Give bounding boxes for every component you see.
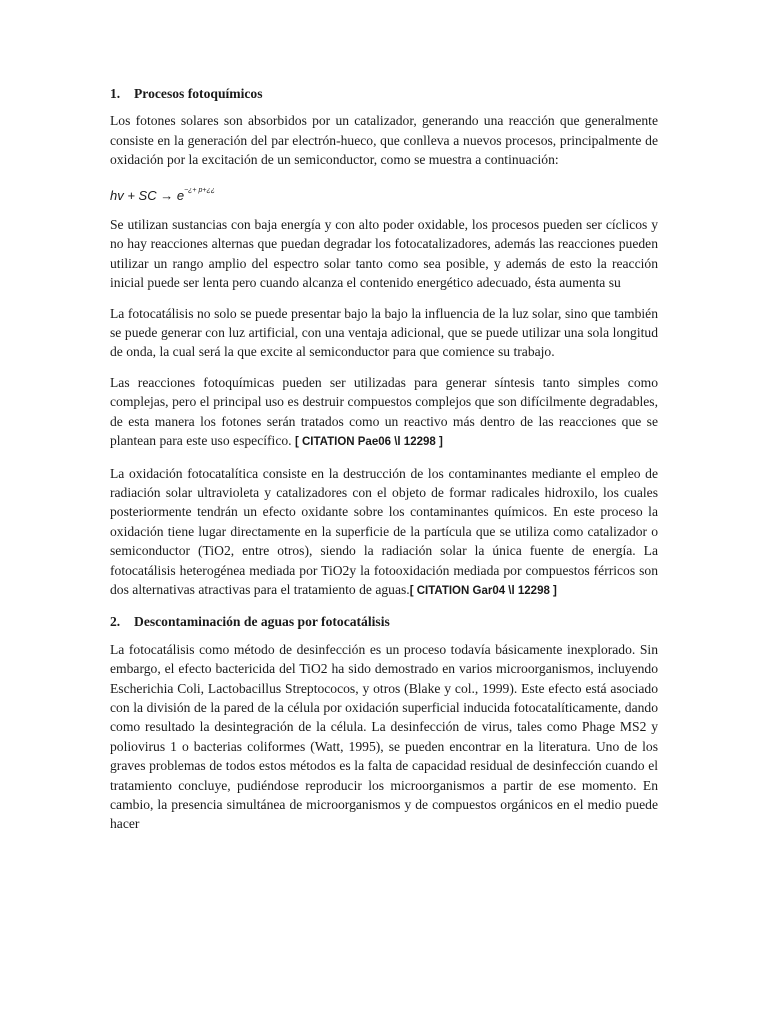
citation: [ CITATION Gar04 \l 12298 ] — [409, 584, 557, 597]
section-title: Procesos fotoquímicos — [134, 86, 263, 101]
paragraph-text: Las reacciones fotoquímicas pueden ser utilizadas para generar síntesis tanto simples como complejas, pero el principal uso es destruir compuestos complejos que son difícilmente degradables, de esta manera los fotones serán tratados como un reactivo más dentro de las reacciones que se plantean para este uso específico. — [110, 374, 658, 449]
paragraph: La fotocatálisis como método de desinfección es un proceso todavía básicamente inexplorado. Sin embargo, el efecto bactericida del TiO2 ha sido demostrado en varios microorganismos, incluyendo Escherichia Coli, Lactobacillus Streptococos, y otros (Blake y col., 1999). Este efecto está asociado con la división de la pared de la célula por oxidación superficial inducida fotocatalíticamente, dando como resultado la desintegración de la célula. La desinfección de virus, tales como Phage MS2 y poliovirus 1 o bacterias coliformes (Watt, 1995), se pueden encontrar en la literatura. Uno de los graves problemas de todos estos métodos es la falta de capacidad residual de desinfección cuando el tratamiento concluye, pudiéndose reproducir los microorganismos a partir de ese momento. En cambio, la presencia simultánea de microorganismos y de compuestos orgánicos en el medio puede hacer — [110, 641, 658, 832]
section-title: Descontaminación de aguas por fotocatálisis — [134, 614, 390, 630]
formula-superscript: −¿+ p+¿¿ — [184, 186, 215, 194]
paragraph-with-citation — [110, 464, 658, 602]
paragraph: Se utilizan sustancias con baja energía y con alto poder oxidable, los procesos pueden ser cíclicos y no hay reacciones alternas que puedan degradar los fotocatalizadores, además las reacciones pueden utilizar un rango amplio del espectro solar tanto como sea posible, y además de esto la reacción inicial puede ser lenta pero cuando alcanza el contenido energético adecuado, ésta aumenta su — [110, 217, 658, 291]
section-heading — [110, 84, 658, 103]
paragraph: Los fotones solares son absorbidos por un catalizador, generando una reacción que generalmente consiste en la generación del par electrón-hueco, que conlleva a nuevos procesos, principalmente de oxidación por la excitación de un semiconductor, como se muestra a continuación: — [110, 113, 658, 168]
section-number: 2. — [110, 614, 121, 630]
document-page — [110, 84, 658, 845]
citation: [ CITATION Pae06 \l 12298 ] — [294, 436, 443, 449]
formula-base: hv + SC → e — [110, 187, 185, 203]
formula — [110, 181, 658, 205]
section-number: 1. — [110, 86, 121, 101]
section-heading — [110, 612, 658, 631]
paragraph: La fotocatálisis no solo se puede presentar bajo la bajo la influencia de la luz solar, sino que también se puede generar con luz artificial, con una ventaja adicional, que se puede utilizar una sola longitud de onda, la cual será la que excite al semiconductor para que comience su trabajo. — [110, 305, 658, 360]
paragraph-with-citation — [110, 373, 658, 453]
paragraph-text: La oxidación fotocatalítica consiste en la destrucción de los contaminantes mediante el empleo de radiación solar ultravioleta y catalizadores con el objeto de formar radicales hidroxilo, los cuales posteriormente tendrán un efecto oxidante sobre los contaminantes químicos. En este proceso la oxidación tiene lugar directamente en la superficie de la partícula que se utiliza como catalizador o semiconductor (TiO2, entre otros), siendo la radiación solar la única fuente de energía. La fotocatálisis heterogénea mediada por TiO2y la fotooxidación mediada por compuestos férricos son dos alternativas atractivas para el tratamiento de aguas. — [110, 465, 658, 597]
